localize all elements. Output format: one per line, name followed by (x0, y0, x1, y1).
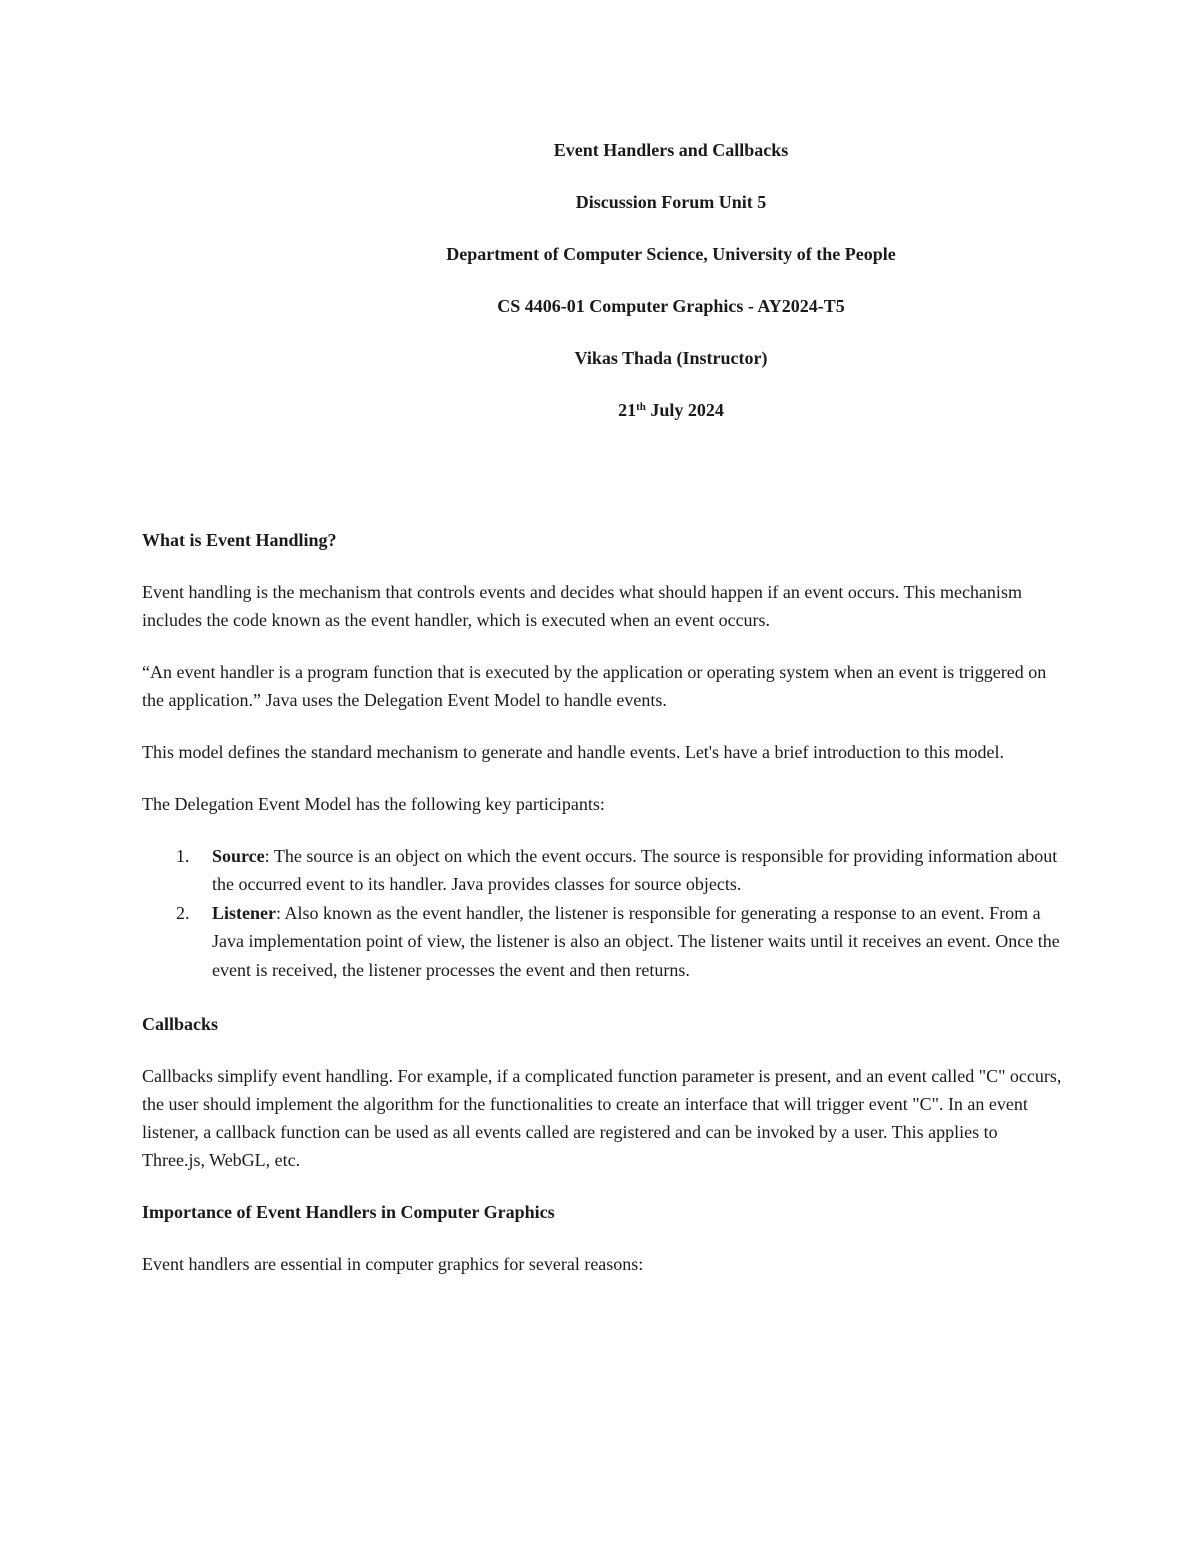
list-item-listener (142, 899, 1062, 984)
list-item-source (142, 842, 1062, 899)
list-number: 1. (176, 846, 190, 866)
course-label: CS 4406-01 Computer Graphics - AY2024-T5 (497, 296, 845, 316)
list-number: 2. (176, 902, 190, 923)
instructor-label: Vikas Thada (Instructor) (574, 348, 768, 368)
paragraph-event-handling-definition: Event handling is the mechanism that controls events and decides what should happen if an event occurs. This mechanism includes the code known as the event handler, which is executed when an event occurs. (142, 582, 1022, 630)
date-rest: July 2024 (645, 400, 724, 420)
paragraph-event-handler-quote: “An event handler is a program function that is executed by the application or operating system when an event is triggered on the application.” Java uses the Delegation Event Model to handle events. (142, 662, 1047, 710)
document-title: Event Handlers and Callbacks (553, 140, 789, 160)
section-heading-callbacks: Callbacks (142, 1014, 219, 1035)
date-suffix: th (636, 401, 646, 413)
list-text: : Also known as the event handler, the listener is responsible for generating a response to an event. From a Java implementation point of view, the listener is also an object. The listener waits until it receives an event. Once the event is received, the listener processes the event and then returns. (212, 902, 1060, 980)
participants-list (142, 842, 1062, 984)
section-heading-event-handling: What is Event Handling? (142, 530, 337, 550)
paragraph-callbacks: Callbacks simplify event handling. For example, if a complicated function parameter is present, and an event called "C" occurs, the user should implement the algorithm for the functionalities to create an interface that will trigger event "C". In an event listener, a callback function can be used as all events called are registered and can be invoked by a user. This applies to Three.js, WebGL, etc. (142, 1066, 1062, 1171)
list-term: Listener (212, 902, 276, 923)
department-label: Department of Computer Science, University of the People (446, 244, 896, 264)
paragraph-participants-intro: The Delegation Event Model has the following key participants: (142, 794, 605, 814)
date-day: 21 (618, 400, 637, 420)
date-label (142, 398, 1200, 422)
forum-label: Discussion Forum Unit 5 (575, 192, 767, 212)
section-heading-importance: Importance of Event Handlers in Computer Graphics (142, 1202, 555, 1223)
paragraph-importance: Event handlers are essential in computer graphics for several reasons: (142, 1254, 644, 1275)
list-text: : The source is an object on which the event occurs. The source is responsible for providing information about the occurred event to its handler. Java provides classes for source objects. (212, 846, 1058, 895)
document-body (142, 526, 1062, 1302)
list-term: Source (212, 846, 265, 866)
paragraph-model-intro: This model defines the standard mechanism to generate and handle events. Let's have a brief introduction to this model. (142, 742, 1004, 762)
title-block (142, 138, 1200, 450)
